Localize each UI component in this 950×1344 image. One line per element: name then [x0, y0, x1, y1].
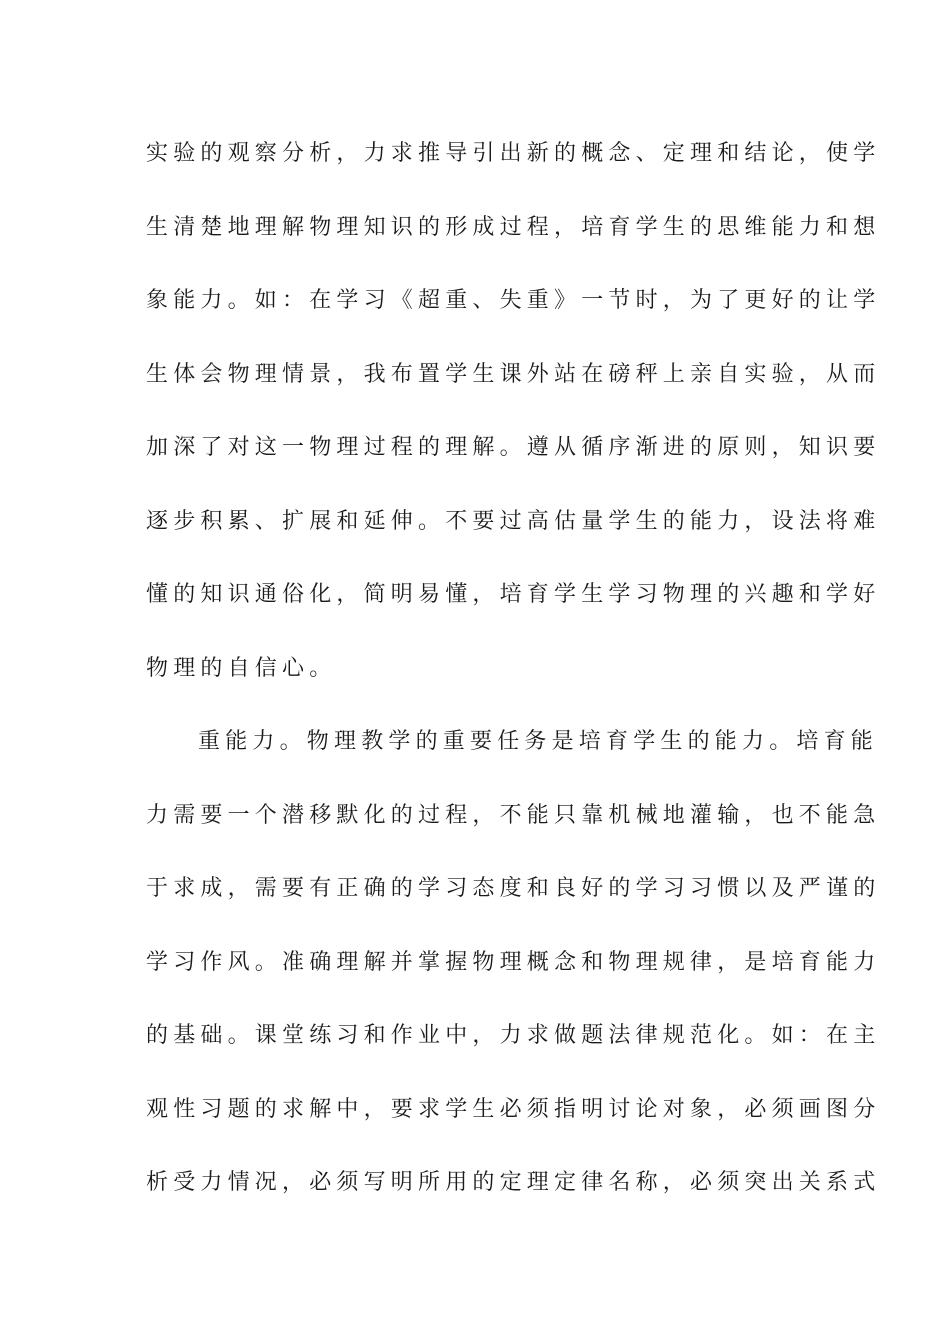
- text-line: 加深了对这一物理过程的理解。遵从循序渐进的原则，知识要: [146, 435, 881, 460]
- text-line: 生体会物理情景，我布置学生课外站在磅秤上亲自实验，从而: [146, 361, 881, 387]
- text-line: 力需要一个潜移默化的过程，不能只靠机械地灌输，也不能急: [146, 802, 881, 828]
- text-line: 物理的自信心。: [146, 655, 337, 681]
- text-line: 析受力情况，必须写明所用的定理定律名称，必须突出关系式: [146, 1170, 881, 1195]
- text-line: 学习作风。准确理解并掌握物理概念和物理规律，是培育能力: [146, 949, 881, 975]
- paragraph-start-line: 重能力。物理教学的重要任务是培育学生的能力。培育能: [198, 729, 879, 754]
- text-line: 象能力。如：在学习《超重、失重》一节时，为了更好的让学: [146, 288, 881, 313]
- text-line: 的基础。课堂练习和作业中，力求做题法律规范化。如：在主: [146, 1023, 881, 1048]
- text-line: 懂的知识通俗化，简明易懂，培育学生学习物理的兴趣和学好: [146, 582, 881, 607]
- body-text: [146, 128, 881, 1231]
- text-line: 于求成，需要有正确的学习态度和良好的学习习惯以及严谨的: [146, 876, 881, 901]
- text-line: 观性习题的求解中，要求学生必须指明讨论对象，必须画图分: [146, 1096, 881, 1122]
- text-line: 生清楚地理解物理知识的形成过程，培育学生的思维能力和想: [146, 214, 881, 240]
- text-line: 逐步积累、扩展和延伸。不要过高估量学生的能力，设法将难: [146, 508, 881, 534]
- text-line: 实验的观察分析，力求推导引出新的概念、定理和结论，使学: [146, 141, 881, 166]
